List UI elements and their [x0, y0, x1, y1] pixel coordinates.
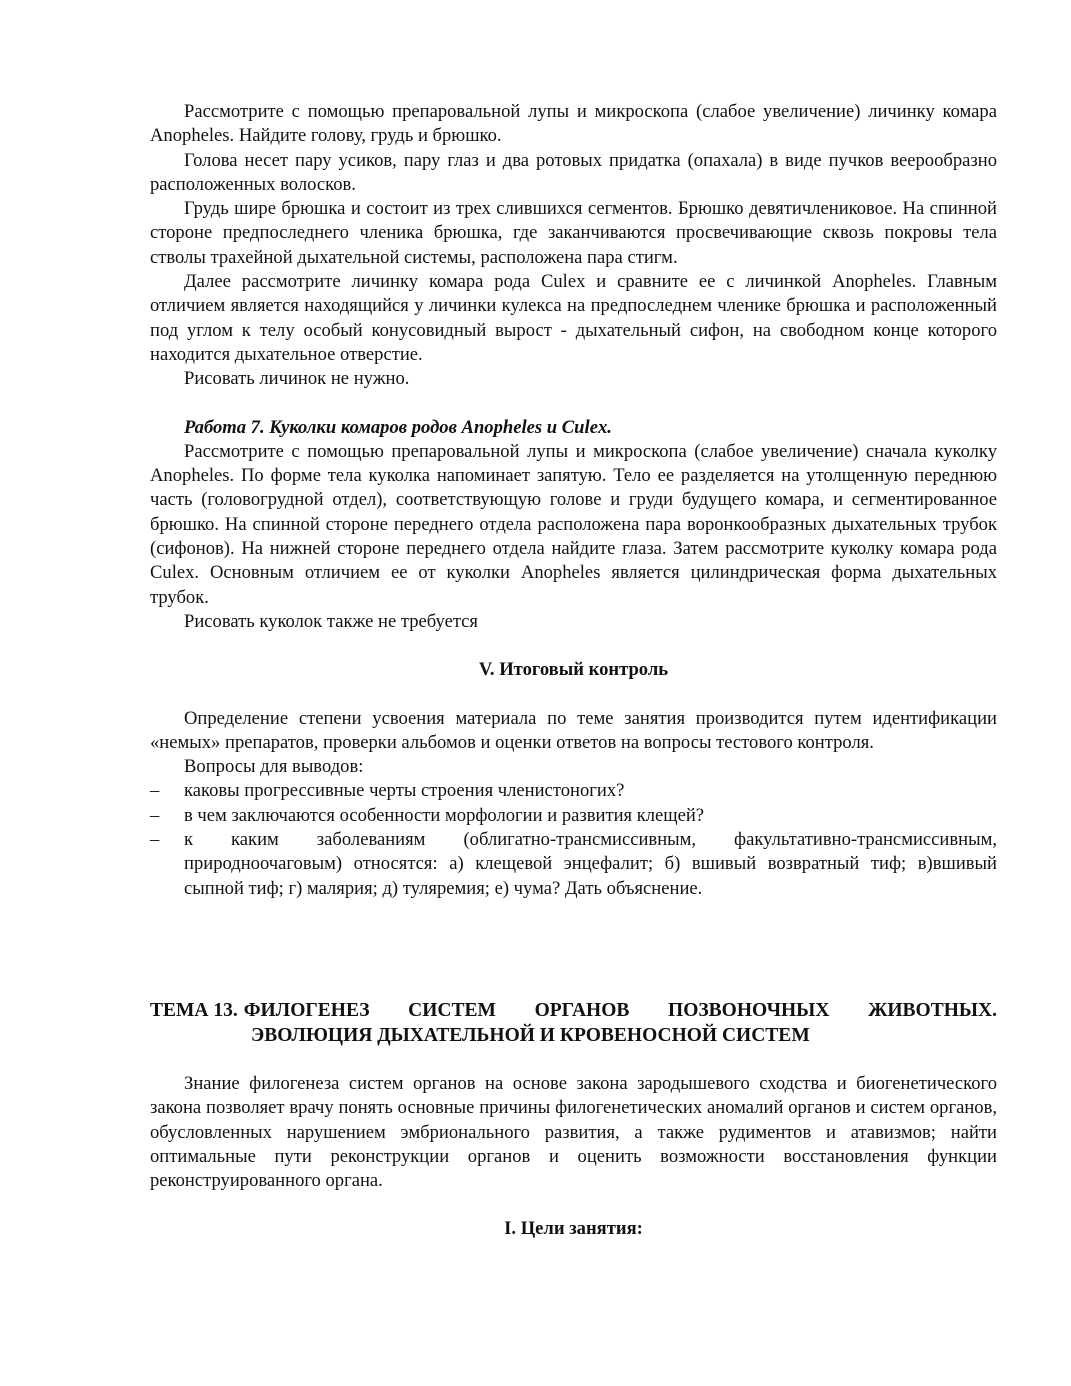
spacer — [150, 634, 997, 658]
spacer — [150, 392, 997, 416]
work-7-body: Рассмотрите с помощью препаровальной лупы и микроскопа (слабое увеличение) сначала куколку Anopheles. По форме тела куколка напоминает запятую. Тело ее разделяется на утолщенную переднюю часть (головогрудной отдел), соответствующую голове и груди будущего комара, и сегментированное брюшко. На спинной стороне переднего отдела расположена пара воронкообразных дыхательных трубок (сифонов). На нижней стороне переднего отдела найдите глаза. Затем рассмотрите куколку комара рода Culex. Основным отличием ее от куколки Anopheles является цилиндрическая форма дыхательных трубок. — [150, 440, 997, 608]
topic-word: ОРГАНОВ — [534, 999, 630, 1021]
list-item — [150, 804, 997, 828]
topic-word: СИСТЕМ — [408, 999, 496, 1021]
section-5-intro: Определение степени усвоения материала по теме занятия производится путем идентификации «немых» препаратов, проверки альбомов и оценки ответов на вопросы тестового контроля. — [150, 707, 997, 753]
topic-title-words — [244, 998, 997, 1023]
topic-13-intro: Знание филогенеза систем органов на основе закона зародышевого сходства и биогенетического закона позволяет врачу понять основные причины филогенетических аномалий органов и систем органов, обусловленных нарушением эмбрионального развития, а также рудиментов и атавизмов; найти оптимальные пути реконструкции органов и оценить возможности восстановления функции реконструированного органа. — [150, 1072, 997, 1192]
spacer — [150, 901, 997, 998]
paragraph-head-description: Голова несет пару усиков, пару глаз и два ротовых придатка (опахала) в виде пучков веерообразно расположенных волосков. — [150, 149, 997, 195]
section-1-heading: I. Цели занятия: — [504, 1218, 643, 1240]
work-7-note: Рисовать куколок также не требуется — [184, 610, 478, 632]
list-dash: – — [150, 829, 160, 851]
document-page — [150, 100, 997, 1242]
topic-word: ЖИВОТНЫХ. — [868, 999, 997, 1021]
list-dash: – — [150, 780, 160, 802]
topic-title-line-1 — [150, 998, 997, 1023]
topic-number: ТЕМА 13. — [150, 999, 238, 1021]
question-text: к каким заболеваниям (облигатно-трансмиссивным, факультативно-трансмиссивным, природноочаговым) относятся: а) клещевой энцефалит; б) вшивый возвратный тиф; в)вшивый сыпной тиф; г) малярия; д) туляремия; е) чума? Дать объяснение. — [184, 829, 997, 899]
topic-word: ФИЛОГЕНЕЗ — [243, 999, 370, 1021]
spacer — [150, 1048, 997, 1072]
paragraph-culex-comparison: Далее рассмотрите личинку комара рода Culex и сравните ее с личинкой Anopheles. Главным отличием является находящийся у личинки кулекса на предпоследнем членике брюшка и расположенный под углом к телу особый конусовидный вырост - дыхательный сифон, на свободном конце которого находится дыхательное отверстие. — [150, 271, 997, 365]
questions-list — [150, 779, 997, 900]
question-text: каковы прогрессивные черты строения членистоногих? — [184, 780, 625, 802]
section-5-heading: V. Итоговый контроль — [478, 659, 669, 681]
topic-13-heading — [150, 998, 997, 1048]
list-dash: – — [150, 804, 160, 826]
question-text: в чем заключаются особенности морфологии и развития клещей? — [184, 804, 705, 826]
paragraph-larva-examine: Рассмотрите с помощью препаровальной лупы и микроскопа (слабое увеличение) личинку комара Anopheles. Найдите голову, грудь и брюшко. — [150, 101, 997, 147]
topic-title-line-2: ЭВОЛЮЦИЯ ДЫХАТЕЛЬНОЙ И КРОВЕНОСНОЙ СИСТЕМ — [251, 1024, 810, 1046]
spacer — [150, 1193, 997, 1217]
paragraph-no-drawing-larvae: Рисовать личинок не нужно. — [184, 368, 410, 390]
spacer — [150, 683, 997, 707]
topic-word: ПОЗВОНОЧНЫХ — [668, 999, 830, 1021]
paragraph-thorax-description: Грудь шире брюшка и состоит из трех слившихся сегментов. Брюшко девятичлениковое. На спинной стороне предпоследнего членика брюшка, где заканчиваются просвечивающие сквозь покровы тела стволы трахейной дыхательной системы, расположена пара стигм. — [150, 198, 997, 268]
work-7-title: Работа 7. Куколки комаров родов Anopheles и Culex. — [184, 416, 612, 438]
questions-label: Вопросы для выводов: — [184, 756, 364, 778]
list-item — [150, 779, 997, 803]
list-item — [150, 828, 997, 901]
